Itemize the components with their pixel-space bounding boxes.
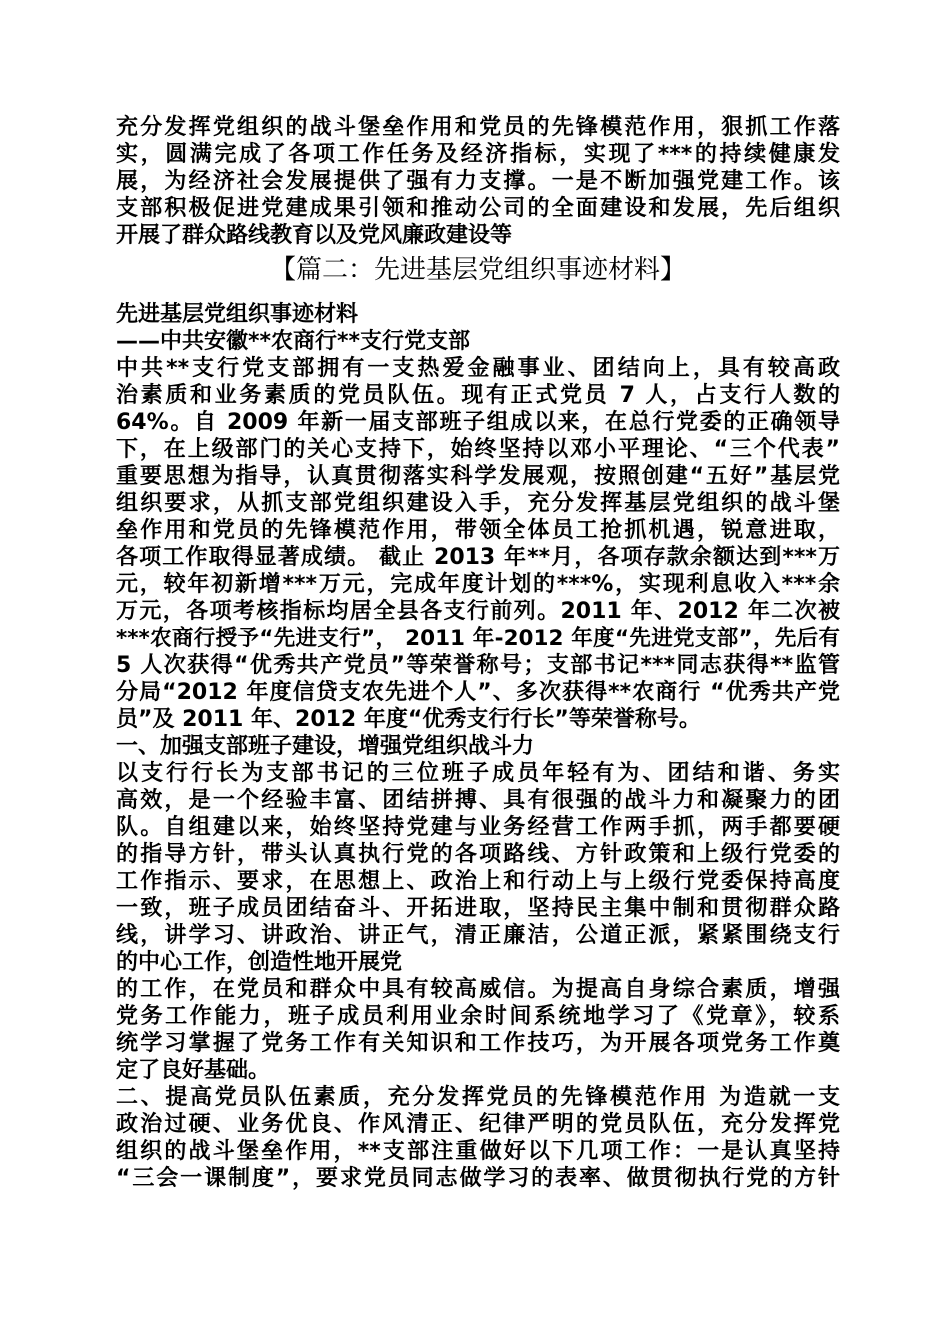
body-line: 各项工作取得显著成绩。 截止 2013 年**月，各项存款余额达到***万 (116, 545, 840, 570)
body-line: 5 人次获得“优秀共产党员”等荣誉称号；支部书记***同志获得**监管 (116, 653, 840, 678)
body-line: 万元，各项考核指标均居全县各支行前列。2011 年、2012 年二次被 (116, 599, 840, 624)
body-line: 政治过硬、业务优良、作风清正、纪律严明的党员队伍，充分发挥党 (116, 1112, 840, 1137)
body-line: 治素质和业务素质的党员队伍。现有正式党员 7 人，占支行人数的 (116, 383, 840, 408)
intro-paragraph (116, 114, 840, 249)
body-line: 定了良好基础。 (116, 1058, 271, 1083)
article-body (116, 301, 840, 1192)
intro-line: 展，为经济社会发展提供了强有力支撑。一是不断加强党建工作。该 (116, 169, 840, 194)
body-line: 高效，是一个经验丰富、团结拼搏、具有很强的战斗力和凝聚力的团 (116, 788, 840, 813)
body-line: 一致，班子成员团结奋斗、开拓进取，坚持民主集中制和贯彻群众路 (116, 896, 840, 921)
body-line: 组织要求，从抓支部党组织建设入手，充分发挥基层党组织的战斗堡 (116, 491, 840, 516)
body-line: 以支行行长为支部书记的三位班子成员年轻有为、团结和谐、务实 (116, 761, 840, 786)
body-line: ***农商行授予“先进支行”， 2011 年-2012 年度“先进党支部”，先后有 (116, 626, 840, 651)
article-title: 先进基层党组织事迹材料 (116, 302, 359, 327)
body-line: 的中心工作，创造性地开展党 (116, 950, 403, 975)
article-subtitle: ——中共安徽**农商行**支行党支部 (116, 329, 471, 354)
body-line: 的工作，在党员和群众中具有较高威信。为提高自身综合素质，增强 (116, 977, 840, 1002)
body-line: 元，较年初新增***万元，完成年度计划的***%，实现利息收入***余 (116, 572, 840, 597)
body-line: 党务工作能力，班子成员利用业余时间系统地学习了《党章》，较系 (116, 1004, 840, 1029)
document-page (116, 114, 840, 1192)
section-heading-one: 一、加强支部班子建设，增强党组织战斗力 (116, 734, 535, 759)
body-line: 队。自组建以来，始终坚持党建与业务经营工作两手抓，两手都要硬 (116, 815, 840, 840)
section-heading: 【篇二：先进基层党组织事迹材料】 (269, 255, 686, 285)
body-line: 的指导方针，带头认真执行党的各项路线、方针政策和上级行党委的 (116, 842, 840, 867)
body-line: 员”及 2011 年、2012 年度“优秀支行行长”等荣誉称号。 (116, 707, 701, 732)
body-line: 分局“2012 年度信贷支农先进个人”、多次获得**农商行 “优秀共产党 (116, 680, 840, 705)
body-line: 工作指示、要求，在思想上、政治上和行动上与上级行党委保持高度 (116, 869, 840, 894)
body-line: 线，讲学习、讲政治、讲正气，清正廉洁，公道正派，紧紧围绕支行 (116, 923, 840, 948)
body-line: 中共**支行党支部拥有一支热爱金融事业、团结向上，具有较高政 (116, 356, 840, 381)
body-line: 下，在上级部门的关心支持下，始终坚持以邓小平理论、“三个代表” (116, 437, 840, 462)
body-line: 垒作用和党员的先锋模范作用，带领全体员工抢抓机遇，锐意进取， (116, 518, 840, 543)
section-heading-two: 二、提高党员队伍素质，充分发挥党员的先锋模范作用 为造就一支 (116, 1085, 840, 1110)
intro-line: 充分发挥党组织的战斗堡垒作用和党员的先锋模范作用，狠抓工作落 (116, 115, 840, 140)
intro-line: 支部积极促进党建成果引领和推动公司的全面建设和发展，先后组织 (116, 196, 840, 221)
body-line: 64%。自 2009 年新一届支部班子组成以来，在总行党委的正确领导 (116, 410, 840, 435)
body-line: 统学习掌握了党务工作有关知识和工作技巧，为开展各项党务工作奠 (116, 1031, 840, 1056)
intro-line: 开展了群众路线教育以及党风廉政建设等 (116, 223, 513, 248)
body-line: 重要思想为指导，认真贯彻落实科学发展观，按照创建“五好”基层党 (116, 464, 840, 489)
body-line: “三会一课制度”，要求党员同志做学习的表率、做贯彻执行党的方针 (116, 1166, 840, 1191)
body-line: 组织的战斗堡垒作用，**支部注重做好以下几项工作：一是认真坚持 (116, 1139, 840, 1164)
intro-line: 实，圆满完成了各项工作任务及经济指标，实现了***的持续健康发 (116, 142, 840, 167)
